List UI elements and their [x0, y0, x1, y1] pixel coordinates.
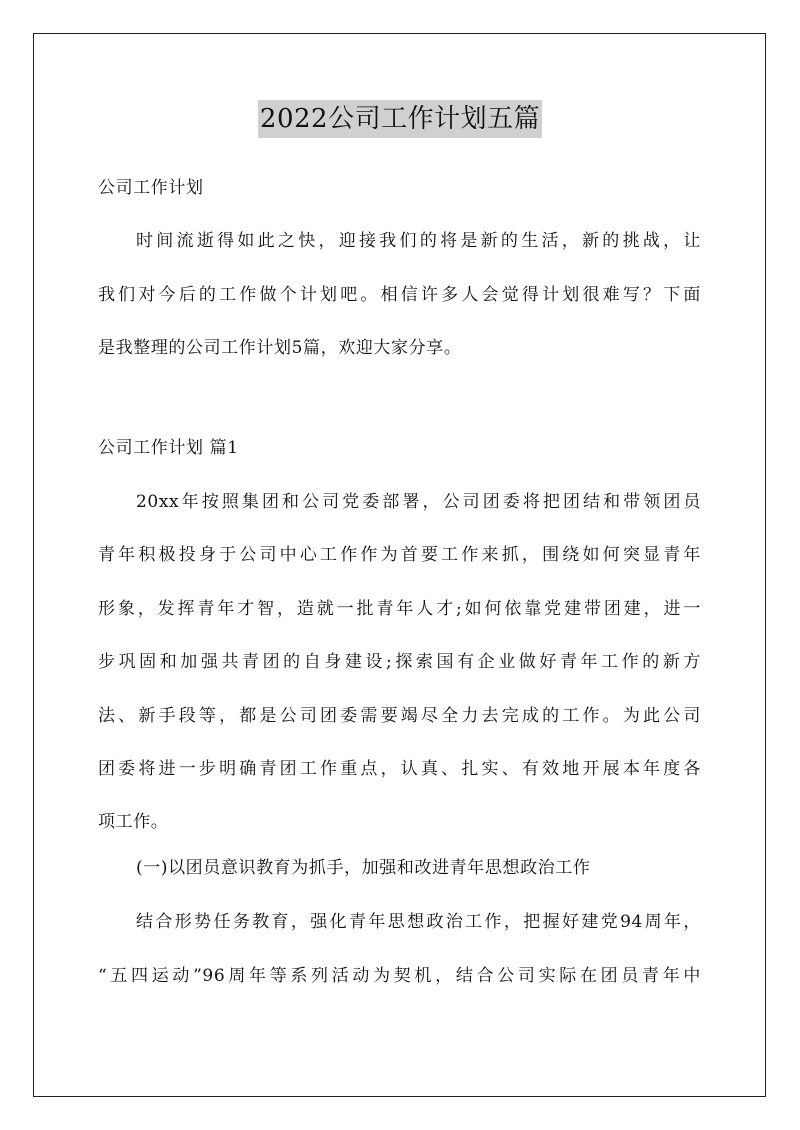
- subsection-heading: (一)以团员意识教育为抓手，加强和改进青年思想政治工作: [136, 858, 591, 878]
- paragraph-line: 20xx年按照集团和公司党委部署，公司团委将把团结和带领团员: [136, 492, 701, 512]
- section-heading: 公司工作计划: [98, 178, 204, 198]
- title-container: [0, 100, 800, 138]
- paragraph-line: 青年积极投身于公司中心工作作为首要工作来抓，围绕如何突显青年: [98, 545, 701, 565]
- paragraph-line: 我们对今后的工作做个计划吧。相信许多人会觉得计划很难写？下面: [98, 285, 701, 305]
- paragraph-line: 步巩固和加强共青团的自身建设;探索国有企业做好青年工作的新方: [98, 652, 701, 672]
- section-heading: 公司工作计划 篇1: [98, 438, 239, 458]
- paragraph-line: “五四运动”96周年等系列活动为契机，结合公司实际在团员青年中: [98, 966, 701, 986]
- document-title: 2022公司工作计划五篇: [258, 100, 542, 138]
- paragraph-line: 团委将进一步明确青团工作重点，认真、扎实、有效地开展本年度各: [98, 759, 701, 779]
- paragraph-line: 是我整理的公司工作计划5篇，欢迎大家分享。: [98, 338, 462, 358]
- paragraph-line: 项工作。: [98, 812, 169, 832]
- paragraph-line: 时间流逝得如此之快，迎接我们的将是新的生活，新的挑战，让: [136, 231, 701, 251]
- paragraph-line: 形象，发挥青年才智，造就一批青年人才;如何依靠党建带团建，进一: [98, 599, 701, 619]
- paragraph-line: 法、新手段等，都是公司团委需要竭尽全力去完成的工作。为此公司: [98, 706, 701, 726]
- paragraph-line: 结合形势任务教育，强化青年思想政治工作，把握好建党94周年，: [136, 912, 701, 932]
